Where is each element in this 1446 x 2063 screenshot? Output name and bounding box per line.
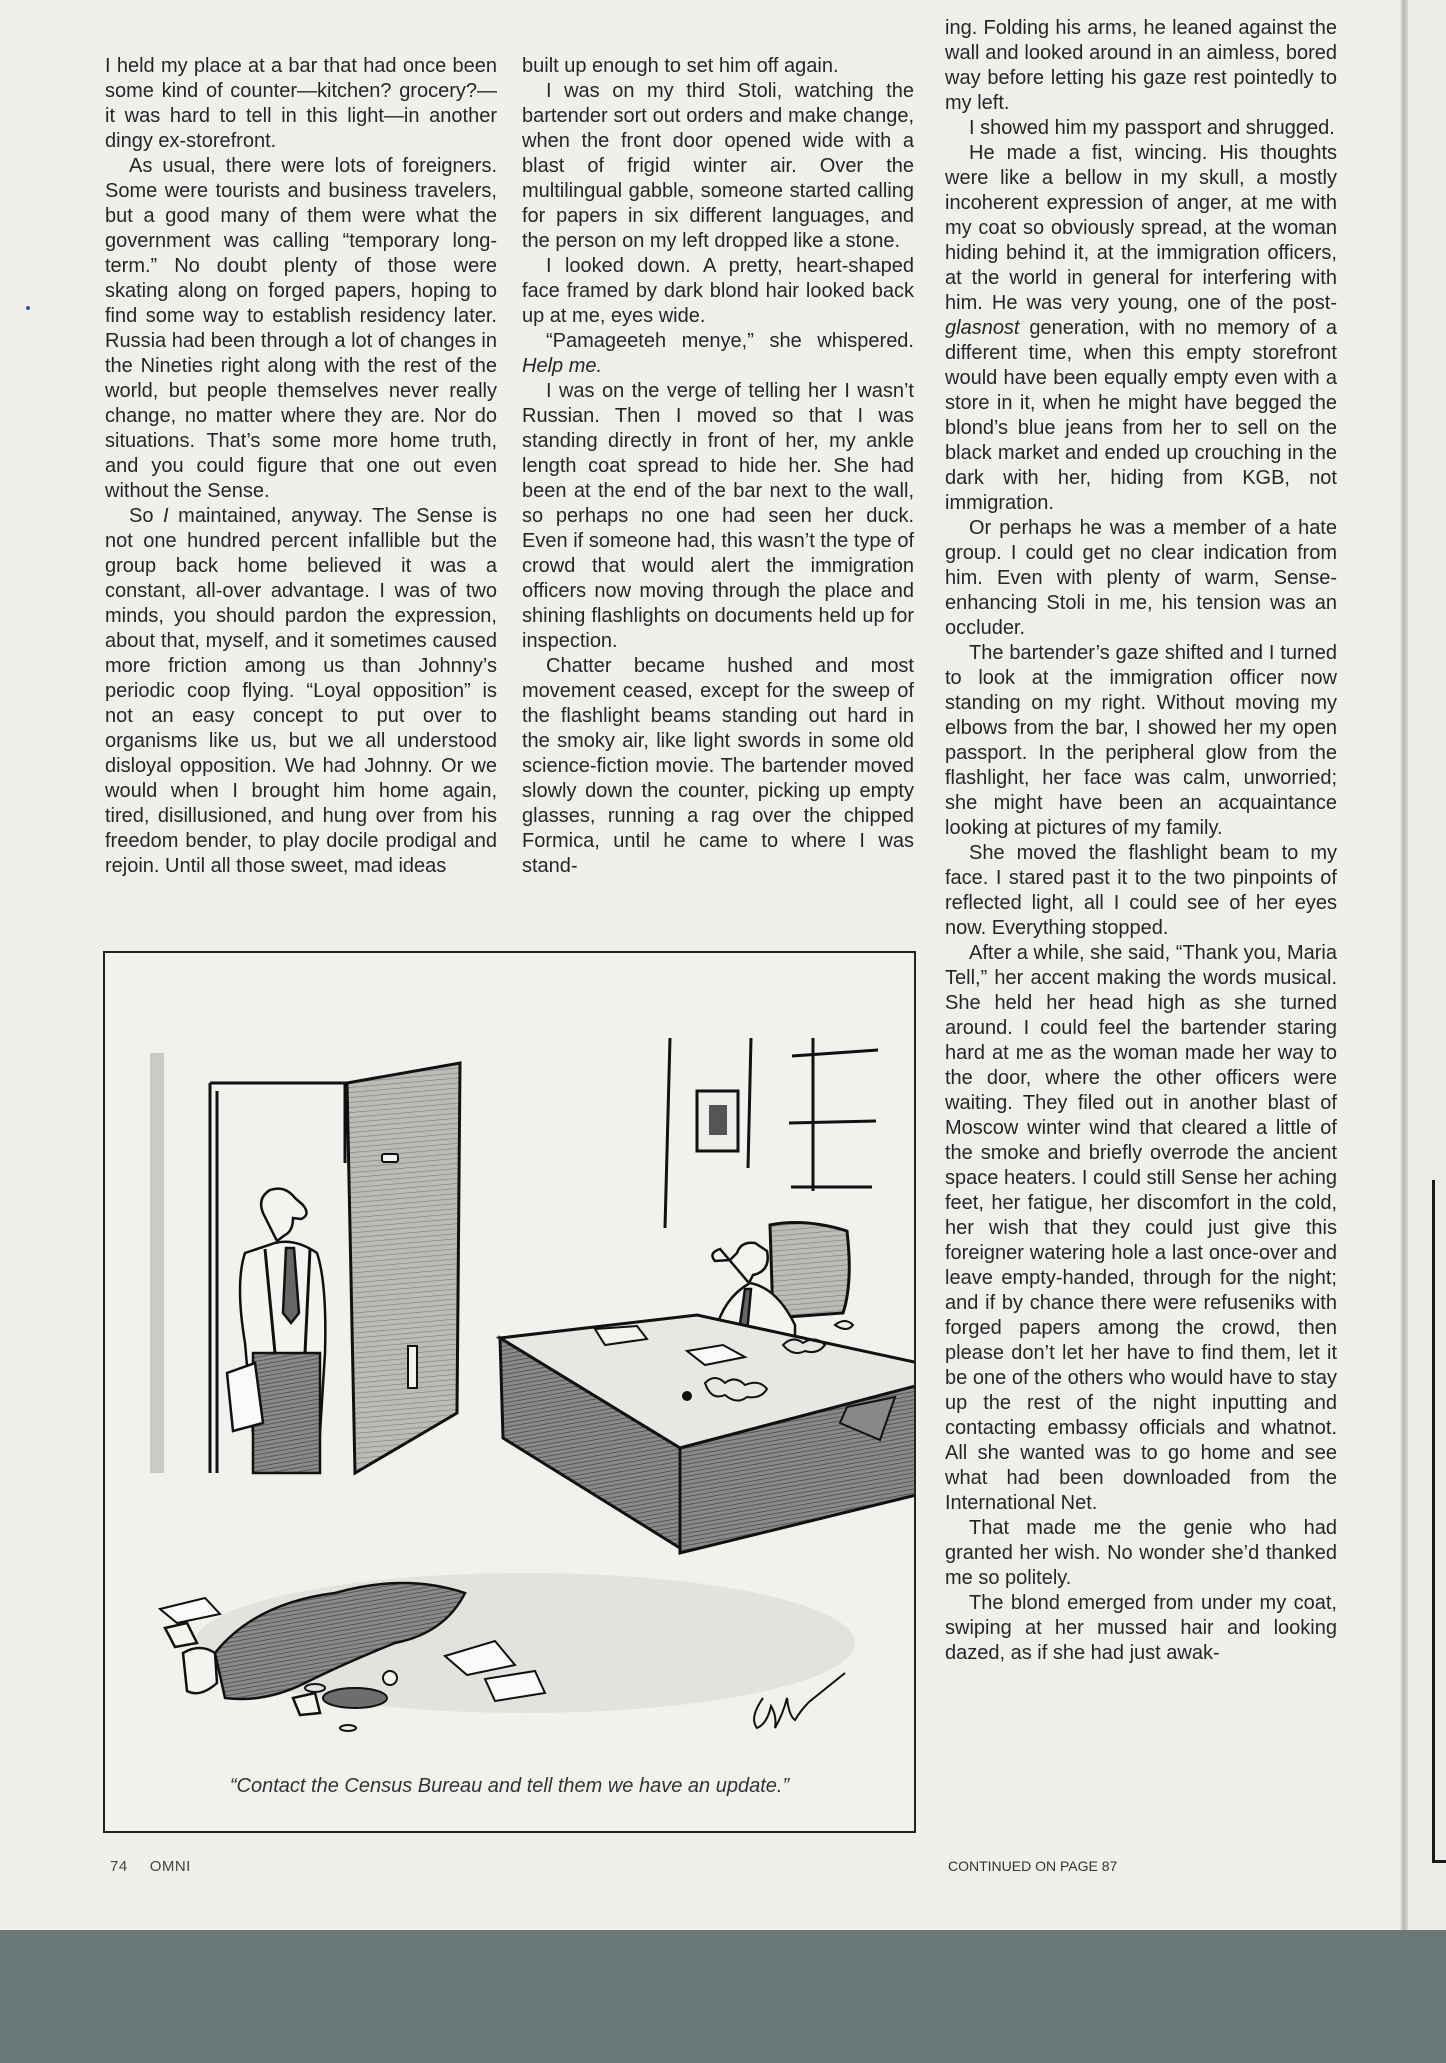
desk [500, 1315, 914, 1553]
magazine-name: OMNI [149, 1858, 191, 1875]
paragraph: The blond emerged from under my coat, swiping at her mussed hair and looking dazed, as if she had just awak- [945, 1592, 1337, 1664]
standing-man [227, 1189, 325, 1473]
paragraph: I held my place at a bar that had once been some kind of counter—kitchen? grocery?—it was hard to tell in this light—in another dingy ex-storefront. [105, 55, 497, 152]
cartoon-illustration [105, 953, 914, 1831]
scanner-background [0, 1930, 1446, 2063]
paragraph: After a while, she said, “Thank you, Maria Tell,” her accent making the words musical. She held her head high as she turned around. I could feel the bartender staring hard at me as the woman made her way to the door, where the other officers were waiting. They filed out in another blast of Moscow winter wind that cleared a little of the smoke and briefly overrode the ancient space heaters. I could still Sense her aching feet, her fatigue, her discomfort in the cold, her wish that they could just give this foreigner watering hole a last once-over and leave empty-handed, through for the night; and if by chance there were refuseniks with forged papers among the crowd, then please don’t let her have to find them, let it be one of the others who would have to stay up the rest of the night inputting and contacting embassy officials and whatnot. All she wanted was to go home and see what had been downloaded from the International Net. [945, 942, 1337, 1514]
shelf [789, 1121, 876, 1123]
cartoon-caption: “Contact the Census Bureau and tell them we have an update.” [229, 1775, 790, 1797]
ink-speck [26, 306, 30, 310]
paragraph-body: generation, with no memory of a different time, when this empty storefront would have been equally empty even with a store in it, when he might have begged the blond’s blue jeans from her to sell on the black market and ended up crouching in the dark with her, hiding from KGB, not immigration. [945, 317, 1337, 514]
emphasis: Help me. [522, 355, 603, 377]
page-gutter [1400, 0, 1408, 1930]
open-door [347, 1063, 460, 1473]
wall-decor [665, 1038, 878, 1228]
emphasis: glasnost [945, 317, 1020, 339]
paragraph: As usual, there were lots of foreigners. Some were tourists and business travelers, but a good many of them were what the government was calling “temporary long-term.” No doubt plenty of those were skating along on forged papers, hoping to find some way to establish residency later. Russia had been through a lot of changes in the Nineties right along with the rest of the world, but people themselves never really change, no matter where they are. Nor do situations. That’s some more home truth, and you could figure that one out even without the Sense. [105, 155, 497, 502]
paragraph [522, 329, 914, 379]
paragraph: Or perhaps he was a member of a hate group. I could get no clear indication from him. Even with plenty of warm, Sense-enhancing Stoli in me, his tension was an occluder. [945, 517, 1337, 639]
paragraph: Chatter became hushed and most movement ceased, except for the sweep of the flashlight beams standing out hard in the smoky air, like light swords in some old science-fiction movie. The bartender moved slowly down the counter, picking up empty glasses, running a rag over the chipped Formica, until he came to where I was stand- [522, 655, 914, 877]
cartoon-panel [103, 951, 916, 1833]
shelf [792, 1050, 878, 1056]
text-column-3 [945, 16, 1337, 1666]
paragraph: I showed him my passport and shrugged. [969, 117, 1335, 139]
wall-shadow [150, 1053, 164, 1473]
door-sign [382, 1154, 398, 1162]
paragraph: I looked down. A pretty, heart-shaped face framed by dark blond hair looked back up at me, eyes wide. [522, 255, 914, 327]
page-footer [110, 1858, 191, 1875]
paragraph [105, 504, 497, 879]
paragraph-body: He made a fist, wincing. His thoughts were like a bellow in my skull, a mostly incoherent expression of anger, at me with my coat so obviously spread, at the woman hiding behind it, at the immigration officers, at the world in general for interfering with him. He was very young, one of the post- [945, 142, 1337, 314]
paragraph: She moved the flashlight beam to my face. I stared past it to the two pinpoints of reflected light, all I could see of her eyes now. Everything stopped. [945, 842, 1337, 939]
page-number: 74 [110, 1858, 128, 1875]
paragraph: built up enough to set him off again. [522, 55, 839, 77]
paragraph-body: maintained, anyway. The Sense is not one hundred percent infallible but the group back home believed it was a constant, all-over advantage. I was of two minds, you should pardon the expression, about that, myself, and it sometimes caused more friction among us than Johnny’s periodic coop flying. “Loyal opposition” is not an easy concept to put over to organisms like us, but we all understood disloyal opposition. We had Johnny. Or we would when I brought him home again, tired, disillusioned, and hung over from his freedom bender, to play docile prodigal and rejoin. Until all those sweet, mad ideas [105, 505, 497, 877]
paragraph: I was on the verge of telling her I wasn’t Russian. Then I moved so that I was standing directly in front of her, my ankle length coat spread to hide her. She had been at the end of the bar next to the wall, so perhaps no one had seen her duck. Even if someone had, this wasn’t the type of crowd that would alert the immigration officers now moving through the place and shining flashlights on documents held up for inspection. [522, 380, 914, 652]
paragraph-body: “Pamageeteh menye,” she whispered. [546, 330, 914, 352]
text-column-1 [105, 54, 497, 879]
paragraph: ing. Folding his arms, he leaned against the wall and looked around in an aimless, bored way before letting his gaze rest pointedly to my left. [945, 17, 1337, 114]
paragraph: The bartender’s gaze shifted and I turned to look at the immigration officer now standing on my right. Without moving my elbows from the bar, I showed her my open passport. In the peripheral glow from the flashlight, her face was calm, unworried; she might have been an acquaintance looking at pictures of my family. [945, 642, 1337, 839]
text-column-2 [522, 54, 914, 879]
door-handle [408, 1346, 417, 1388]
paragraph: I was on my third Stoli, watching the bartender sort out orders and make change, when the front door opened wide with a blast of frigid winter air. Over the multilingual gabble, someone started calling for papers in six different languages, and the person on my left dropped like a stone. [522, 80, 914, 252]
paragraph [945, 141, 1337, 516]
emphasis: I [163, 505, 169, 527]
facing-page-frame [1432, 1180, 1446, 1863]
paragraph-lead: So [129, 505, 164, 527]
continued-notice: CONTINUED ON PAGE 87 [948, 1858, 1118, 1874]
paragraph: That made me the genie who had granted her wish. No wonder she’d thanked me so politely. [945, 1517, 1337, 1589]
